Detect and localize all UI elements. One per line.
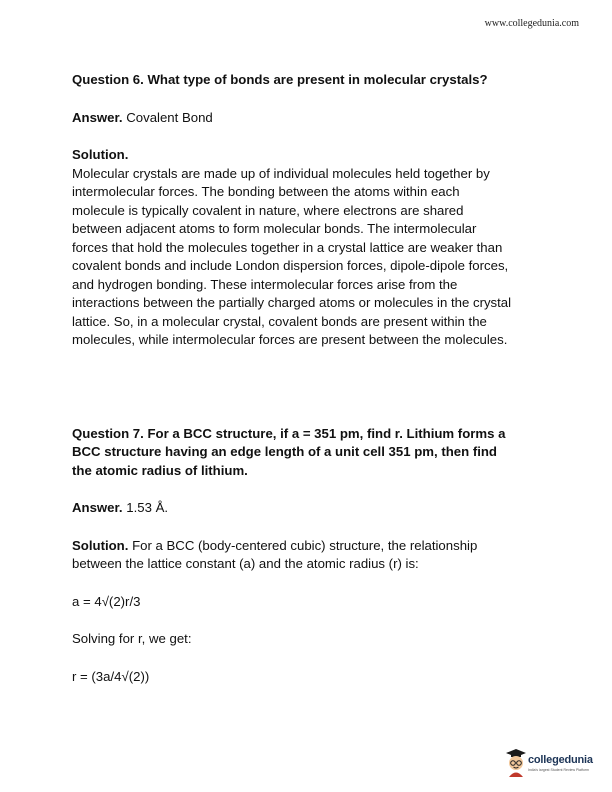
solution-line: between the lattice constant (a) and the atomic radius (r) is: bbox=[72, 556, 419, 571]
answer-value: Covalent Bond bbox=[122, 109, 213, 125]
solution-line: intermolecular forces. The bonding between the atoms within each bbox=[72, 184, 460, 199]
header-url: www.collegedunia.com bbox=[484, 18, 579, 29]
solution-line: between adjacent atoms to form molecular bonds. The intermolecular bbox=[72, 221, 477, 236]
solution-line: forces that hold the molecules together in a crystal lattice are weaker than bbox=[72, 239, 503, 255]
answer-value: 1.53 Å. bbox=[122, 500, 169, 515]
question-6-title: Question 6. What type of bonds are present in molecular crystals? bbox=[72, 72, 488, 87]
solution-line: lattice. So, in a molecular crystal, covalent bonds are present within the bbox=[72, 313, 487, 329]
solution-line: interactions between the partially charged atoms or molecules in the crystal bbox=[72, 295, 512, 310]
question-6-solution-label: Solution. bbox=[72, 147, 129, 162]
question-6-solution bbox=[72, 165, 552, 350]
solution-line: covalent bonds and include London dispersion forces, dipole-dipole forces, bbox=[72, 258, 509, 273]
question-title-line: BCC structure having an edge length of a unit cell 351 pm, then find bbox=[72, 444, 497, 459]
question-7-answer bbox=[72, 499, 552, 518]
solving-text: Solving for r, we get: bbox=[72, 631, 192, 646]
solution-line: For a BCC (body-centered cubic) structure, the relationship bbox=[128, 537, 478, 553]
formula-r: r = (3a/4√(2)) bbox=[72, 668, 150, 684]
collegedunia-logo bbox=[505, 746, 597, 780]
answer-label: Answer. bbox=[72, 109, 123, 125]
question-title-line: Question 7. For a BCC structure, if a = 351 pm, find r. Lithium forms a bbox=[72, 425, 506, 441]
solution-line: molecules, while intermolecular forces are present between the molecules. bbox=[72, 332, 508, 347]
question-title-line: the atomic radius of lithium. bbox=[72, 462, 248, 478]
logo-text: collegedunia bbox=[528, 754, 593, 766]
question-7-solution bbox=[72, 537, 552, 574]
logo-tagline: India's largest Student Review Platform bbox=[528, 768, 589, 772]
question-6-answer bbox=[72, 109, 552, 128]
question-7-title bbox=[72, 425, 552, 481]
solution-line: Molecular crystals are made up of individual molecules held together by bbox=[72, 165, 490, 181]
answer-label: Answer. bbox=[72, 500, 123, 515]
solution-line: molecule is typically covalent in nature, where electrons are shared bbox=[72, 202, 464, 218]
solution-label: Solution. bbox=[72, 537, 129, 553]
solution-line: and hydrogen bonding. These intermolecular forces arise from the bbox=[72, 276, 458, 292]
document-body bbox=[72, 71, 552, 686]
mascot-icon bbox=[505, 748, 527, 778]
formula-a: a = 4√(2)r/3 bbox=[72, 593, 141, 609]
